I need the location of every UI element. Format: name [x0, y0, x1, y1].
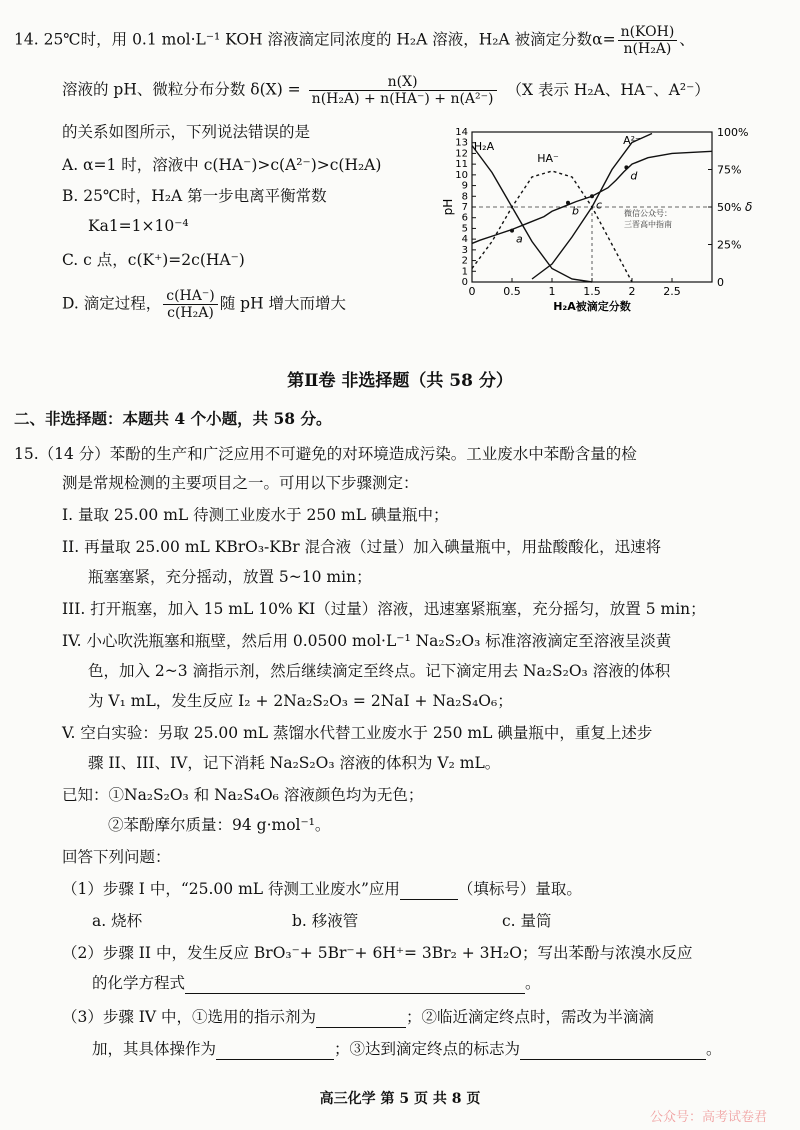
- ask-heading: 回答下列问题：: [62, 848, 171, 866]
- step-4-cont-1: 色，加入 2~3 滴指示剂，然后继续滴定至终点。记下滴定用去 Na₂S₂O₃ 溶液的体积: [88, 662, 671, 680]
- series-label: H₂A: [473, 140, 495, 153]
- step-1: I. 量取 25.00 mL 待测工业废水于 250 mL 碘量瓶中；: [62, 506, 449, 524]
- section-title: 第Ⅱ卷 非选择题（共 58 分）: [287, 371, 513, 391]
- left-tick-label: 14: [455, 127, 468, 138]
- point-label-b: b: [572, 204, 579, 218]
- chart-lines: [472, 134, 712, 283]
- answer-blank-4[interactable]: [216, 1041, 334, 1060]
- section-heading: 二、非选择题：本题共 4 个小题，共 58 分。: [14, 409, 332, 428]
- left-tick-label: 11: [455, 159, 468, 171]
- point-a: [510, 229, 514, 233]
- q14-line2: 溶液的 pH、微粒分布分数 δ(X) = $\frac{n(X)}{\text{n(H₂A) + n(HA⁻) + n(A²⁻)}}$ （X 表示 H₂A、HA⁻、A²⁻）: [62, 74, 710, 107]
- left-tick-label: 12: [455, 148, 468, 160]
- right-tick-label: 0: [717, 276, 724, 289]
- x-tick-label: 2.5: [663, 285, 681, 298]
- titration-chart: [440, 122, 770, 322]
- q14-stem: 14. 25℃时，用 0.1 mol·L⁻¹ KOH 溶液滴定同浓度的 H₂A 溶液，H₂A 被滴定分数α=: [14, 30, 616, 49]
- chart-annotation: 微信公众号：: [624, 209, 672, 218]
- answer-blank-5[interactable]: [520, 1041, 706, 1060]
- point-c: [590, 194, 594, 198]
- right-tick-label: 50%: [717, 201, 742, 214]
- point-label-c: c: [596, 198, 603, 212]
- left-tick-label: 7: [461, 202, 468, 213]
- part-2-cont: 的化学方程式 。: [92, 974, 541, 992]
- left-tick-label: 6: [461, 212, 468, 224]
- choice-a: a. 烧杯: [92, 912, 143, 930]
- left-tick-label: 9: [461, 180, 468, 192]
- part-3: （3）步骤 IV 中，①选用的指示剂为 ；②临近滴定终点时，需改为半滴滴: [62, 1008, 655, 1026]
- x-tick-label: 1: [548, 285, 556, 298]
- step-2-cont: 瓶塞塞紧，充分摇动，放置 5~10 min；: [88, 568, 372, 586]
- x-tick-label: 1.5: [583, 285, 601, 298]
- alpha-fraction: $\frac{\text{n(KOH)}}{\text{n(H₂A)}}$: [618, 24, 678, 57]
- option-b: B. 25℃时，H₂A 第一步电离平衡常数: [62, 187, 327, 205]
- left-tick-label: 10: [455, 169, 468, 181]
- left-tick-label: 5: [461, 223, 468, 235]
- left-tick-label: 8: [461, 191, 468, 203]
- x-axis-label: H₂A被滴定分数: [553, 300, 631, 313]
- left-tick-label: 3: [461, 244, 468, 256]
- chart-annotation: 三晋高中指南: [624, 220, 672, 229]
- option-a: A. α=1 时，溶液中 c(HA⁻)>c(A²⁻)>c(H₂A): [62, 156, 382, 174]
- left-tick-label: 0: [461, 277, 468, 288]
- point-label-d: d: [630, 169, 638, 183]
- q15-intro-1: 15.（14 分）苯酚的生产和广泛应用不可避免的对环境造成污染。工业废水中苯酚含量的检: [14, 445, 637, 463]
- answer-blank-1[interactable]: [400, 881, 458, 900]
- y-axis-label: pH: [441, 198, 455, 216]
- q14-line1: 14. 25℃时，用 0.1 mol·L⁻¹ KOH 溶液滴定同浓度的 H₂A 溶液，H₂A 被滴定分数α= $\frac{\text{n(KOH)}}{\text{n(H₂A)}}$ 、: [14, 24, 695, 57]
- part-1: （1）步骤 I 中，“25.00 mL 待测工业废水”应用 （填标号）量取。: [62, 880, 582, 898]
- delta-fraction: $\frac{n(X)}{\text{n(H₂A) + n(HA⁻) + n(A²⁻)}}$: [309, 74, 497, 107]
- step-2: II. 再量取 25.00 mL KBrO₃-KBr 混合液（过量）加入碘量瓶中，用盐酸酸化，迅速将: [62, 538, 662, 556]
- step-4-cont-2: 为 V₁ mL，发生反应 I₂ + 2Na₂S₂O₃ = 2NaI + Na₂S₄O₆；: [88, 692, 513, 710]
- choice-c: c. 量筒: [502, 912, 552, 930]
- answer-blank-3[interactable]: [316, 1009, 406, 1028]
- part-2: （2）步骤 II 中，发生反应 BrO₃⁻+ 5Br⁻+ 6H⁺= 3Br₂ + 3H₂O；写出苯酚与浓溴水反应: [62, 944, 693, 962]
- q15-intro-2: 测是常规检测的主要项目之一。可用以下步骤测定：: [62, 474, 419, 492]
- left-tick-label: 1: [461, 266, 468, 278]
- step-5: V. 空白实验：另取 25.00 mL 蒸馏水代替工业废水于 250 mL 碘量瓶中，重复上述步: [62, 724, 653, 742]
- left-tick-label: 13: [455, 137, 468, 149]
- known-2: ②苯酚摩尔质量：94 g·mol⁻¹。: [108, 816, 331, 834]
- right-tick-label: 75%: [717, 163, 742, 177]
- point-b: [566, 201, 570, 205]
- option-b-cont: Ka1=1×10⁻⁴: [88, 217, 189, 235]
- option-d-fraction: $\frac{c(HA^-)}{\text{c(H₂A)}}$: [163, 288, 217, 321]
- right-axis-symbol: δ: [745, 200, 753, 214]
- watermark: 公众号：高考试卷君: [650, 1110, 768, 1125]
- series-label: HA⁻: [537, 152, 559, 165]
- x-tick-label: 2: [628, 285, 636, 298]
- choice-b: b. 移液管: [292, 912, 359, 930]
- q14-line3: 的关系如图所示，下列说法错误的是: [62, 123, 311, 141]
- option-d: D. 滴定过程， $\frac{c(HA^-)}{\text{c(H₂A)}}$ 随 pH 增大而增大: [62, 288, 347, 321]
- point-label-a: a: [516, 232, 523, 246]
- answer-blank-2[interactable]: [185, 975, 525, 994]
- right-tick-label: 25%: [717, 238, 742, 252]
- step-3: III. 打开瓶塞，加入 15 mL 10% KI（过量）溶液，迅速塞紧瓶塞，充分摇匀，放置 5 min；: [62, 600, 706, 618]
- x-tick-label: 0: [468, 285, 476, 298]
- left-tick-label: 2: [461, 255, 468, 267]
- page-footer: 高三化学 第 5 页 共 8 页: [319, 1091, 481, 1107]
- step-5-cont: 骤 II、III、IV，记下消耗 Na₂S₂O₃ 溶液的体积为 V₂ mL。: [88, 754, 501, 772]
- option-c: C. c 点，c(K⁺)=2c(HA⁻): [62, 251, 245, 269]
- x-tick-label: 0.5: [503, 285, 521, 298]
- right-tick-label: 100%: [717, 126, 749, 139]
- part-3-cont: 加，其具体操作为 ；③达到滴定终点的标志为 。: [92, 1040, 722, 1058]
- step-4: IV. 小心吹洗瓶塞和瓶壁，然后用 0.0500 mol·L⁻¹ Na₂S₂O₃ 标准溶液滴定至溶液呈淡黄: [62, 632, 672, 650]
- known-1: 已知：①Na₂S₂O₃ 和 Na₂S₄O₆ 溶液颜色均为无色；: [62, 786, 424, 804]
- series-label: A²⁻: [623, 134, 641, 147]
- point-d: [624, 165, 628, 169]
- left-tick-label: 4: [461, 234, 468, 246]
